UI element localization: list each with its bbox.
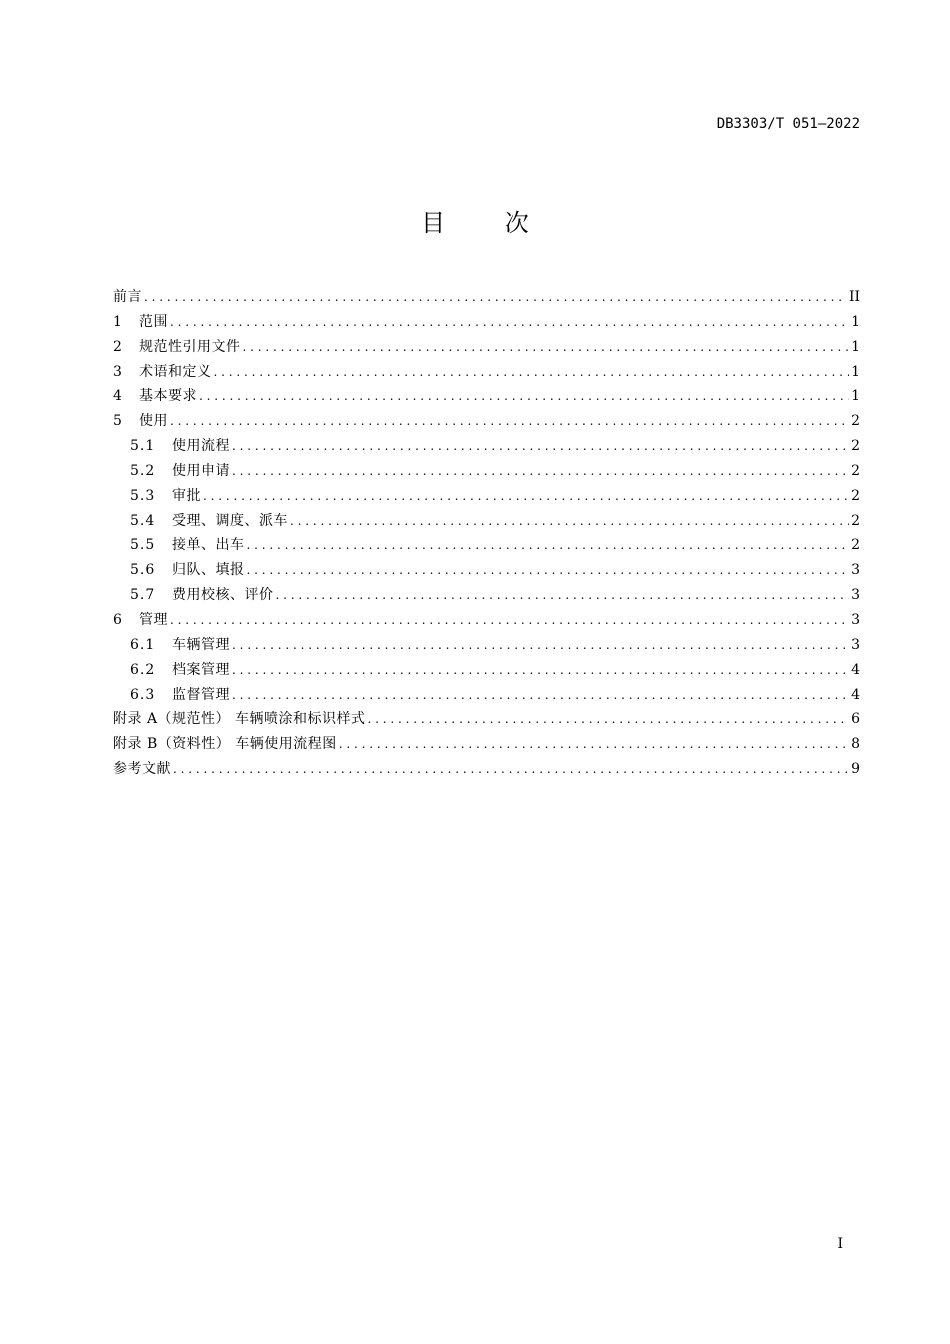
toc-dot-leader [199, 384, 849, 409]
toc-dot-leader [232, 459, 849, 484]
toc-dot-leader [276, 583, 850, 608]
toc-dot-leader [170, 409, 849, 434]
toc-dot-leader [170, 310, 849, 335]
page-number: I [837, 1236, 843, 1252]
toc-entry-page: 2 [851, 462, 860, 479]
toc-entry-number: 6.3 [130, 686, 156, 703]
table-of-contents [113, 285, 860, 782]
toc-entry-number: 5.1 [130, 438, 156, 455]
toc-entry-6-1[interactable] [113, 633, 860, 658]
toc-entry-references[interactable] [113, 757, 860, 782]
toc-entry-page: 2 [851, 413, 860, 430]
toc-entry-label: 使用流程 [172, 438, 230, 455]
toc-entry-page: 6 [851, 711, 860, 728]
toc-entry-6-3[interactable] [113, 683, 860, 708]
toc-entry-page: 3 [851, 562, 860, 579]
toc-entry-5-2[interactable] [113, 459, 860, 484]
toc-entry-label: 管理 [139, 611, 168, 628]
toc-dot-leader [144, 285, 847, 310]
toc-entry-page: 1 [851, 338, 860, 355]
toc-dot-leader [232, 434, 849, 459]
toc-entry-number: 3 [113, 363, 123, 380]
toc-entry-1[interactable] [113, 310, 860, 335]
toc-entry-page: 2 [851, 438, 860, 455]
toc-entry-foreword[interactable] [113, 285, 860, 310]
toc-entry-number: 5.3 [130, 487, 156, 504]
toc-entry-number: 5.7 [130, 587, 156, 604]
page-title: 目 次 [421, 209, 555, 237]
toc-entry-5-5[interactable] [113, 533, 860, 558]
toc-dot-leader [368, 707, 850, 732]
toc-entry-number: 6.2 [130, 661, 156, 678]
toc-dot-leader [173, 757, 849, 782]
toc-entry-page: 2 [851, 537, 860, 554]
toc-dot-leader [232, 658, 849, 683]
toc-entry-number: 5.4 [130, 512, 156, 529]
toc-entry-page: 4 [851, 661, 860, 678]
toc-dot-leader [203, 484, 849, 509]
toc-entry-number: 1 [113, 313, 123, 330]
toc-entry-label: 档案管理 [172, 661, 230, 678]
toc-entry-number: 5.2 [130, 462, 156, 479]
toc-entry-page: 2 [851, 487, 860, 504]
toc-dot-leader [339, 732, 849, 757]
toc-dot-leader [232, 683, 849, 708]
toc-entry-label: 附录 B（资料性） 车辆使用流程图 [113, 736, 337, 753]
toc-entry-page: II [848, 289, 860, 305]
toc-entry-4[interactable] [113, 384, 860, 409]
toc-entry-label: 前言 [113, 289, 142, 305]
toc-entry-label: 使用申请 [172, 462, 230, 479]
toc-dot-leader [290, 509, 849, 534]
toc-entry-label: 术语和定义 [139, 363, 212, 380]
toc-entry-label: 审批 [172, 487, 201, 504]
toc-entry-number: 5 [113, 413, 123, 430]
toc-entry-number: 5.6 [130, 562, 156, 579]
toc-entry-page: 3 [851, 587, 860, 604]
toc-entry-6[interactable] [113, 608, 860, 633]
toc-entry-6-2[interactable] [113, 658, 860, 683]
toc-entry-label: 费用校核、评价 [172, 587, 274, 604]
toc-entry-5-6[interactable] [113, 558, 860, 583]
toc-entry-label: 接单、出车 [172, 537, 245, 554]
toc-entry-5-3[interactable] [113, 484, 860, 509]
toc-entry-2[interactable] [113, 335, 860, 360]
toc-entry-3[interactable] [113, 360, 860, 385]
toc-entry-page: 9 [851, 761, 860, 778]
toc-entry-number: 4 [113, 388, 123, 405]
toc-entry-number: 6 [113, 611, 123, 628]
toc-entry-label: 附录 A（规范性） 车辆喷涂和标识样式 [113, 711, 366, 728]
toc-dot-leader [214, 360, 850, 385]
toc-dot-leader [247, 558, 850, 583]
toc-dot-leader [243, 335, 850, 360]
toc-entry-appendix-b[interactable] [113, 732, 860, 757]
toc-entry-page: 4 [851, 686, 860, 703]
toc-entry-5-1[interactable] [113, 434, 860, 459]
toc-entry-page: 2 [851, 512, 860, 529]
toc-entry-label: 范围 [139, 313, 168, 330]
toc-entry-5-4[interactable] [113, 509, 860, 534]
toc-entry-page: 3 [851, 636, 860, 653]
toc-dot-leader [247, 533, 850, 558]
toc-entry-page: 1 [851, 388, 860, 405]
toc-entry-number: 5.5 [130, 537, 156, 554]
toc-entry-5-7[interactable] [113, 583, 860, 608]
toc-entry-page: 1 [851, 363, 860, 380]
toc-entry-appendix-a[interactable] [113, 707, 860, 732]
toc-entry-page: 1 [851, 313, 860, 330]
toc-entry-label: 监督管理 [172, 686, 230, 703]
toc-entry-page: 3 [851, 611, 860, 628]
document-code: DB3303/T 051—2022 [716, 116, 860, 132]
toc-entry-page: 8 [851, 736, 860, 753]
toc-dot-leader [232, 633, 849, 658]
toc-entry-label: 参考文献 [113, 761, 171, 778]
toc-entry-label: 受理、调度、派车 [172, 512, 288, 529]
toc-entry-number: 6.1 [130, 636, 156, 653]
toc-entry-label: 归队、填报 [172, 562, 245, 579]
toc-entry-5[interactable] [113, 409, 860, 434]
toc-entry-number: 2 [113, 338, 123, 355]
toc-entry-label: 使用 [139, 413, 168, 430]
toc-dot-leader [170, 608, 849, 633]
toc-entry-label: 规范性引用文件 [139, 338, 241, 355]
toc-entry-label: 基本要求 [139, 388, 197, 405]
toc-entry-label: 车辆管理 [172, 636, 230, 653]
